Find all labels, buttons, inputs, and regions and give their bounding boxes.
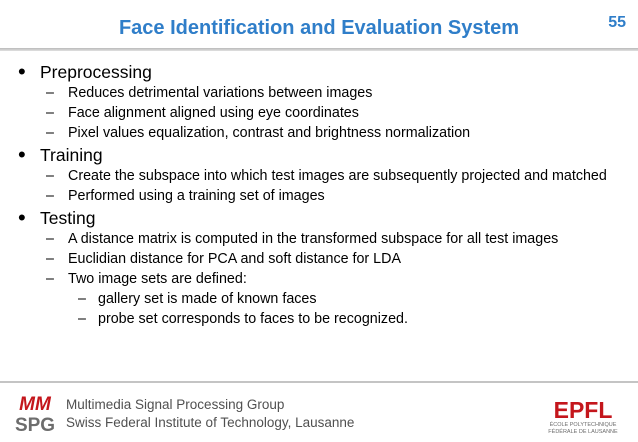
dash-icon: – [78,291,86,307]
sub-bullet-text: Create the subspace into which test images are subsequently projected and matched [68,168,607,184]
bullet-heading: Testing [40,208,96,228]
sub-bullet-text: Reduces detrimental variations between images [68,85,373,101]
sub-bullet-text: A distance matrix is computed in the transformed subspace for all test images [68,231,559,247]
header-divider [0,48,638,51]
bullet-heading: Training [40,145,103,165]
slide-number: 55 [608,14,626,31]
logo-left-bottom-text: SPG [14,415,56,435]
dash-icon: – [46,125,54,141]
logo-right-line1: ÉCOLE POLYTECHNIQUE [549,422,617,428]
slide-content [18,59,618,331]
sub-bullet [18,251,618,268]
bullet-icon: • [18,59,26,84]
epfl-logo [543,394,623,436]
dash-icon: – [46,168,54,184]
bullet-icon: • [18,205,26,230]
sub-bullet-text: Performed using a training set of images [68,188,325,204]
logo-right-main-text: EPFL [553,397,613,423]
footer-institution: Swiss Federal Institute of Technology, Lausanne [66,415,355,430]
sub-sub-bullet [18,291,618,308]
mmspg-logo [12,391,58,435]
dash-icon: – [46,251,54,267]
sub-bullet-text: Face alignment aligned using eye coordinates [68,105,359,121]
bullet-icon: • [18,142,26,167]
sub-sub-bullet-text: probe set corresponds to faces to be recognized. [98,311,408,327]
dash-icon: – [46,188,54,204]
slide-title: Face Identification and Evaluation System [118,17,520,39]
sub-bullet [18,85,618,102]
dash-icon: – [78,311,86,327]
sub-bullet-text: Euclidian distance for PCA and soft distance for LDA [68,251,401,267]
sub-bullet [18,188,618,205]
bullet-heading: Preprocessing [40,62,152,82]
sub-bullet [18,231,618,248]
bullet-preprocessing [18,59,618,84]
sub-bullet [18,168,618,185]
sub-bullet-text: Two image sets are defined: [68,271,247,287]
footer-group-name: Multimedia Signal Processing Group [66,397,285,412]
logo-right-line2: FÉDÉRALE DE LAUSANNE [548,429,618,435]
footer-text [66,396,354,432]
bullet-training [18,142,618,167]
dash-icon: – [46,231,54,247]
footer-divider [0,381,638,383]
sub-bullet [18,125,618,142]
bullet-testing [18,205,618,230]
sub-bullet [18,271,618,288]
dash-icon: – [46,85,54,101]
sub-bullet-text: Pixel values equalization, contrast and brightness normalization [68,125,471,141]
sub-bullet [18,105,618,122]
dash-icon: – [46,271,54,287]
sub-sub-bullet-text: gallery set is made of known faces [98,291,317,307]
sub-sub-bullet [18,311,618,328]
dash-icon: – [46,105,54,121]
logo-left-top-text: MM [19,394,51,415]
